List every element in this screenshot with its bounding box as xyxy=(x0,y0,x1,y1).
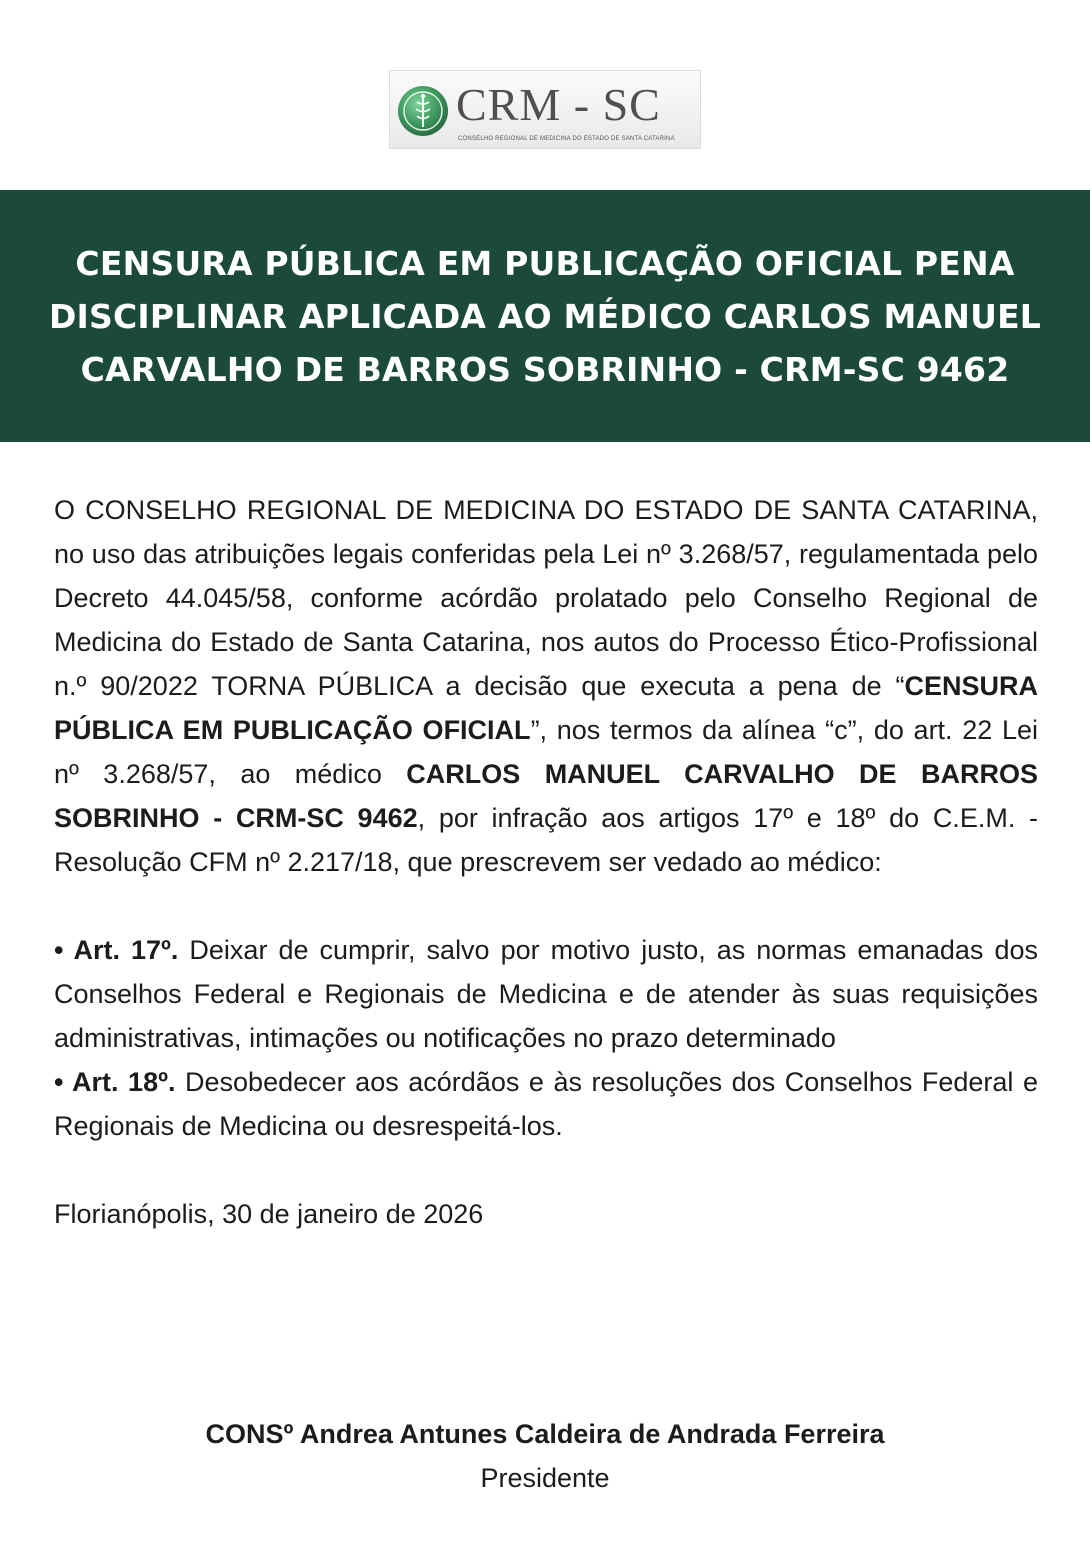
article-17 xyxy=(54,928,1038,1060)
article-17-text: Deixar de cumprir, salvo por motivo justo, as normas emanadas dos Conselhos Federal e Regionais de Medicina e de atender às suas requisições administrativas, intimações ou notificações no prazo determinado xyxy=(54,935,1038,1053)
page-title: CENSURA PÚBLICA EM PUBLICAÇÃO OFICIAL PENA DISCIPLINAR APLICADA AO MÉDICO CARLOS MANUEL CARVALHO DE BARROS SOBRINHO - CRM-SC 9462 xyxy=(48,243,1042,389)
article-18 xyxy=(54,1060,1038,1148)
signer-name: CONSº Andrea Antunes Caldeira de Andrada Ferreira xyxy=(205,1419,885,1449)
notice-text-legal: ”, nos termos da alínea “c”, do art. 22 Lei nº 3.268/57, ao médico xyxy=(54,715,1039,789)
logo-subtitle: CONSELHO REGIONAL DE MEDICINA DO ESTADO DE SANTA CATARINA xyxy=(458,136,675,142)
signature-block xyxy=(0,1412,1090,1500)
article-18-text: Desobedecer aos acórdãos e às resoluções dos Conselhos Federal e Regionais de Medicina ou desrespeitá-los. xyxy=(54,1067,1038,1141)
notice-text-infraction: , por infração aos artigos 17º e 18º do C.E.M. - Resolução CFM nº 2.217/18, que prescrevem ser vedado ao médico: xyxy=(54,803,1038,877)
notice-text-intro: O CONSELHO REGIONAL DE MEDICINA DO ESTADO DE SANTA CATARINA, no uso das atribuições legais conferidas pela Lei nº 3.268/57, regulamentada pelo Decreto 44.045/58, conforme acórdão prolatado pelo Conselho Regional de Medicina do Estado de Santa Catarina, nos autos do Processo Ético-Profissional n.º 90/2022 TORNA PÚBLICA a decisão que executa a pena de “ xyxy=(54,495,1038,701)
article-18-label: • Art. 18º. xyxy=(54,1067,176,1097)
physician-name: CARLOS MANUEL CARVALHO DE BARROS SOBRINHO - CRM-SC 9462 xyxy=(54,759,1038,833)
spacer xyxy=(54,1148,1038,1192)
notice-paragraph xyxy=(54,488,1038,884)
caduceus-emblem-icon xyxy=(397,85,449,137)
notice-body xyxy=(54,488,1038,1236)
article-17-label: • Art. 17º. xyxy=(54,935,179,965)
logo-wordmark: CRM - SC xyxy=(456,79,661,130)
place-date: Florianópolis, 30 de janeiro de 2026 xyxy=(54,1199,484,1229)
title-banner xyxy=(0,190,1090,442)
crm-sc-logo xyxy=(389,70,701,149)
spacer xyxy=(54,884,1038,928)
signer-role: Presidente xyxy=(480,1463,610,1493)
penalty-name: CENSURA PÚBLICA EM PUBLICAÇÃO OFICIAL xyxy=(54,671,1038,745)
